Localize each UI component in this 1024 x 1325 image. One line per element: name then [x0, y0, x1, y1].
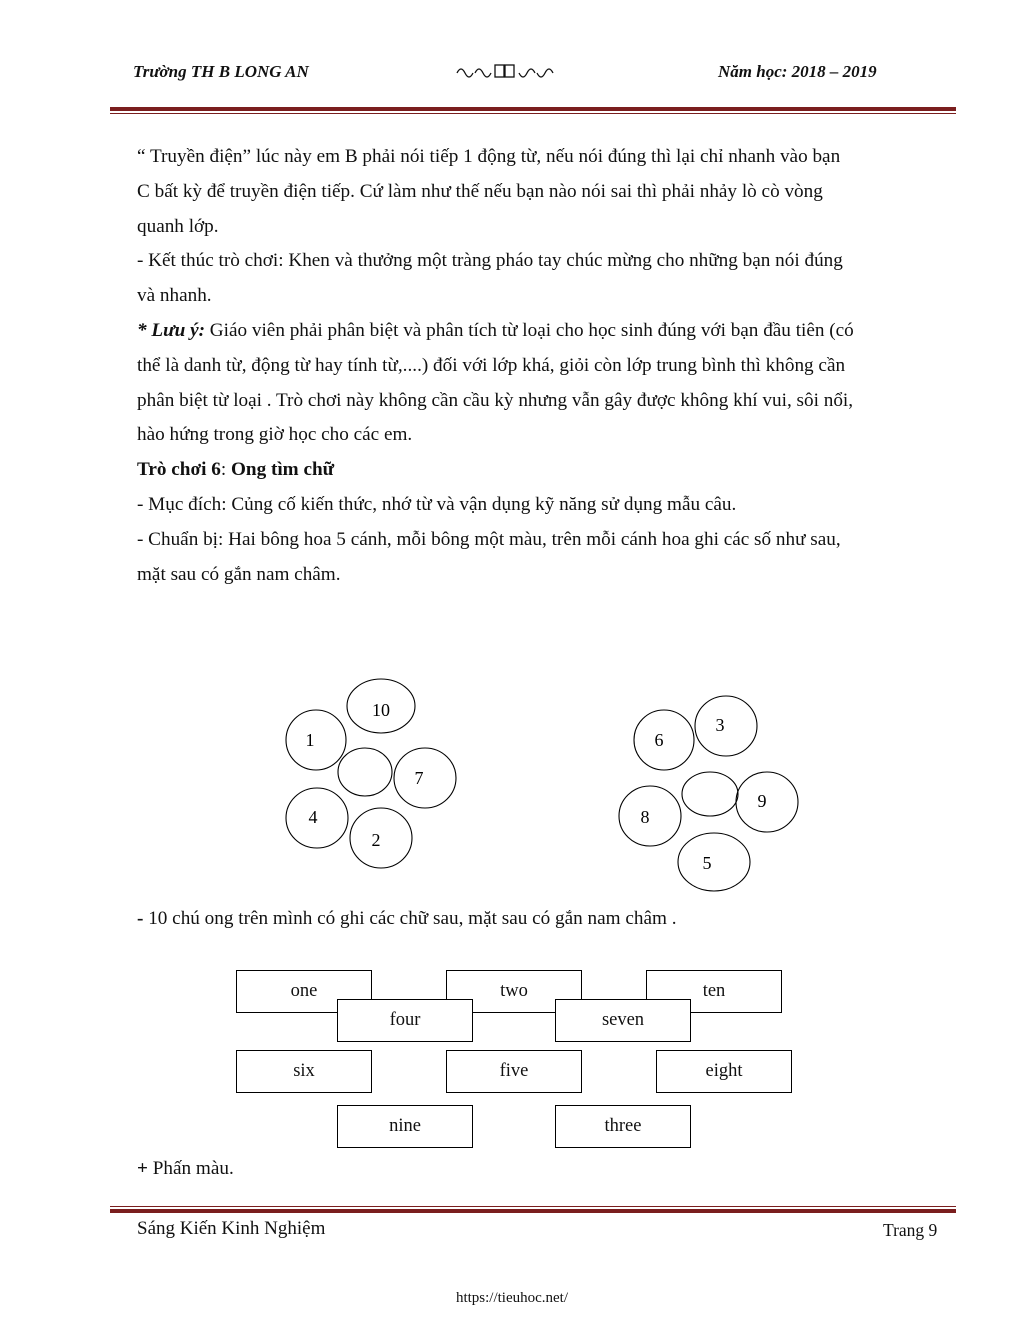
bees-description: - 10 chú ong trên mình có ghi các chữ sau, mặt sau có gắn nam châm . — [137, 908, 677, 929]
book-ornament-icon — [455, 62, 559, 80]
note-line: * Lưu ý: Giáo viên phải phân biệt và phân tích từ loại cho học sinh đúng với bạn đầu tiên (có — [137, 319, 854, 341]
header-divider — [110, 107, 956, 114]
paragraph-line: - Kết thúc trò chơi: Khen và thưởng một tràng pháo tay chúc mừng cho những bạn nói đúng — [137, 250, 843, 272]
main-content — [137, 140, 952, 592]
page-number: Trang 9 — [883, 1220, 938, 1240]
petal-circle — [350, 808, 412, 868]
paragraph-line: phân biệt từ loại . Trò chơi này không cần cầu kỳ nhưng vẫn gây được không khí vui, sôi nổi, — [137, 389, 854, 411]
petal-number: 10 — [372, 700, 390, 721]
word-card: six — [236, 1050, 372, 1093]
petal-circle — [394, 748, 456, 808]
petal-number: 9 — [757, 791, 767, 812]
paragraph-line: quanh lớp. — [137, 215, 219, 237]
paragraph-line: hào hứng trong giờ học cho các em. — [137, 424, 413, 446]
petal-circle — [619, 786, 681, 846]
petal-number: 5 — [702, 853, 712, 874]
word-card: two — [446, 970, 582, 1013]
word-card: nine — [337, 1105, 473, 1148]
school-name: Trường TH B LONG AN — [133, 62, 309, 81]
word-card: seven — [555, 999, 691, 1042]
flower-left — [286, 679, 456, 868]
school-year: Năm học: 2018 – 2019 — [718, 62, 877, 81]
paragraph-line: “ Truyền điện” lúc này em B phải nói tiếp 1 động từ, nếu nói đúng thì lại chỉ nhanh vào bạn — [137, 146, 841, 167]
petal-number: 2 — [371, 830, 381, 851]
petal-number: 6 — [654, 730, 664, 751]
flower-center-circle — [338, 748, 392, 796]
game-heading: Trò chơi 6: Ong tìm chữ — [137, 459, 335, 481]
flower-right — [619, 696, 798, 891]
word-card: five — [446, 1050, 582, 1093]
paragraph-line: thể là danh từ, động từ hay tính từ,....) đối với lớp khá, giỏi còn lớp trung bình thì không cần — [137, 354, 846, 376]
petal-number: 7 — [414, 768, 424, 789]
petal-circle — [634, 710, 694, 770]
paragraph-line: C bất kỳ để truyền điện tiếp. Cứ làm như thế nếu bạn nào nói sai thì phải nhảy lò cò vòng — [137, 180, 823, 202]
petal-number: 3 — [715, 715, 725, 736]
paragraph-line: và nhanh. — [137, 285, 212, 307]
petal-circle — [736, 772, 798, 832]
note-label: * Lưu ý: — [137, 319, 205, 341]
flower-center-circle — [682, 772, 738, 816]
petal-number: 1 — [305, 730, 315, 751]
paragraph-line: mặt sau có gắn nam châm. — [137, 563, 341, 585]
petal-circle — [286, 710, 346, 770]
paragraph-line: - Chuẩn bị: Hai bông hoa 5 cánh, mỗi bông một màu, trên mỗi cánh hoa ghi các số như sau, — [137, 528, 841, 550]
flower-diagram — [270, 670, 810, 900]
page-header — [0, 58, 1024, 88]
purpose-line: - Mục đích: Củng cố kiến thức, nhớ từ và vận dụng kỹ năng sử dụng mẫu câu. — [137, 493, 737, 515]
footer-divider — [110, 1206, 956, 1213]
petal-circle — [695, 696, 757, 756]
word-card: ten — [646, 970, 782, 1013]
petal-circle — [678, 833, 750, 891]
footer-title: Sáng Kiến Kinh Nghiệm — [137, 1218, 326, 1239]
source-url[interactable]: https://tieuhoc.net/ — [455, 1290, 569, 1306]
word-card: three — [555, 1105, 691, 1148]
header-ornament — [455, 62, 559, 85]
petal-number: 4 — [308, 807, 318, 828]
word-card: four — [337, 999, 473, 1042]
chalk-item: + Phấn màu. — [137, 1158, 234, 1179]
word-card: one — [236, 970, 372, 1013]
word-card: eight — [656, 1050, 792, 1093]
petal-number: 8 — [640, 807, 650, 828]
